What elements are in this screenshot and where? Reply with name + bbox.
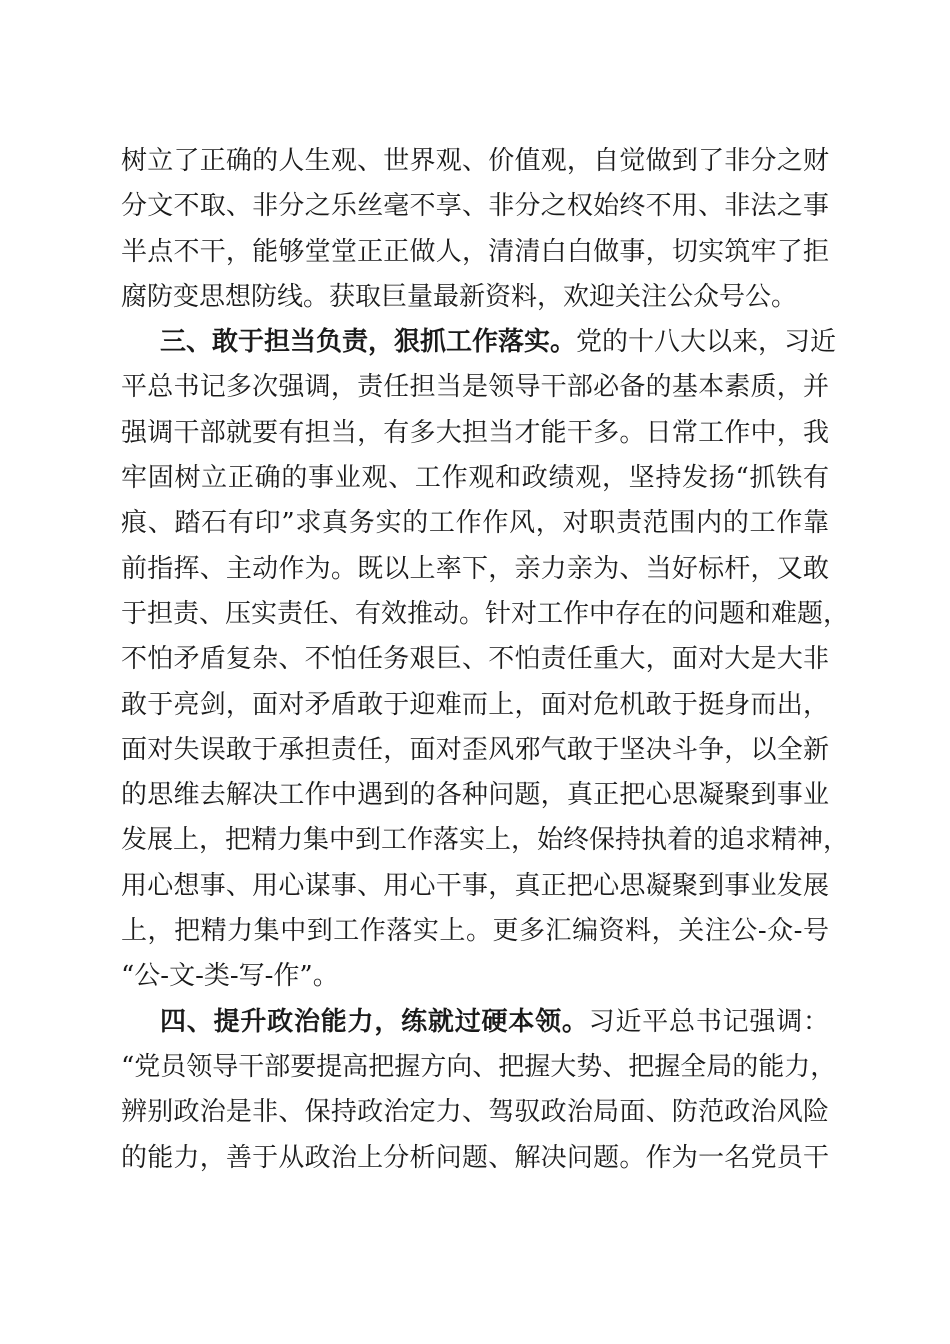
paragraph-line: 上，把精力集中到工作落实上。更多汇编资料，关注公-众-号: [121, 916, 829, 947]
paragraph-line: 发展上，把精力集中到工作落实上，始终保持执着的追求精神，: [121, 825, 850, 856]
paragraph-line: 半点不干，能够堂堂正正做人，清清白白做事，切实筑牢了拒: [121, 236, 829, 267]
section-3-lead-text: 党的十八大以来，习近: [576, 327, 837, 358]
paragraph-line: 腐防变思想防线。获取巨量最新资料，欢迎关注公众号公。: [121, 281, 798, 312]
paragraph-line: 辨别政治是非、保持政治定力、驾驭政治局面、防范政治风险: [121, 1097, 829, 1128]
paragraph-line: 敢于亮剑，面对矛盾敢于迎难而上，面对危机敢于挺身而出，: [121, 689, 829, 720]
section-4-first-line: [121, 1000, 829, 1045]
paragraph-line: 于担责、压实责任、有效推动。针对工作中存在的问题和难题，: [121, 598, 850, 629]
paragraph-line: 牢固树立正确的事业观、工作观和政绩观，坚持发扬“抓铁有: [121, 463, 829, 494]
paragraph-line: 痕、踏石有印”求真务实的工作作风，对职责范围内的工作靠: [121, 508, 829, 539]
paragraph-line: 平总书记多次强调，责任担当是领导干部必备的基本素质，并: [121, 372, 829, 403]
paragraph-line: 的能力，善于从政治上分析问题、解决问题。作为一名党员干: [121, 1142, 829, 1173]
paragraph-line: “党员领导干部要提高把握方向、把握大势、把握全局的能力，: [121, 1051, 837, 1082]
paragraph-line: 用心想事、用心谋事、用心干事，真正把心思凝聚到事业发展: [121, 870, 829, 901]
section-4-heading: 四、提升政治能力，练就过硬本领。: [160, 1006, 589, 1037]
paragraph-line: 分文不取、非分之乐丝毫不享、非分之权始终不用、非法之事: [121, 191, 829, 222]
paragraph-line: 前指挥、主动作为。既以上率下，亲力亲为、当好标杆，又敢: [121, 553, 829, 584]
section-4-lead-text: 习近平总书记强调：: [588, 1006, 829, 1037]
paragraph-line: “公-文-类-写-作”。: [121, 961, 339, 992]
paragraph-line: 面对失误敢于承担责任，面对歪风邪气敢于坚决斗争，以全新: [121, 734, 829, 765]
paragraph-line: 强调干部就要有担当，有多大担当才能干多。日常工作中，我: [121, 417, 829, 448]
paragraph-line: 树立了正确的人生观、世界观、价值观，自觉做到了非分之财: [121, 146, 829, 176]
paragraph-line: 的思维去解决工作中遇到的各种问题，真正把心思凝聚到事业: [121, 780, 829, 811]
section-3-heading: 三、敢于担当负责，狠抓工作落实。: [160, 327, 577, 358]
paragraph-line: 不怕矛盾复杂、不怕任务艰巨、不怕责任重大，面对大是大非: [121, 644, 829, 675]
body-text: [121, 139, 850, 1181]
section-3-first-line: [121, 320, 837, 365]
